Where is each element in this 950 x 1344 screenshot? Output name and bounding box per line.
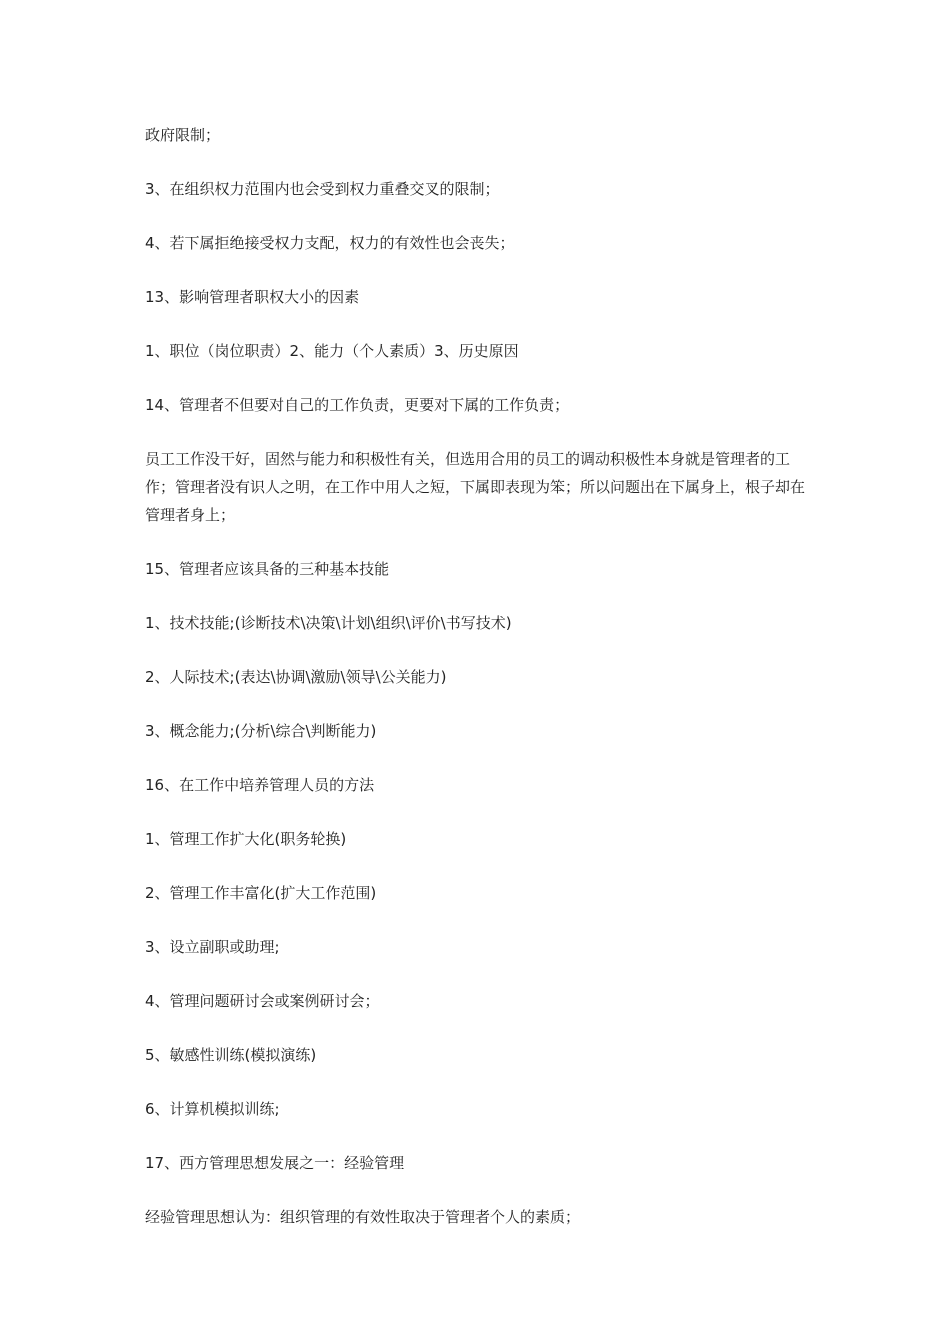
paragraph-subordinate-refusal: 4、若下属拒绝接受权力支配，权力的有效性也会丧失； [145,234,515,252]
paragraph-computer-simulation: 6、计算机模拟训练; [145,1100,280,1118]
paragraph-conceptual-skills: 3、概念能力;(分析\综合\判断能力) [145,722,377,740]
paragraph-case-seminar: 4、管理问题研讨会或案例研讨会； [145,992,380,1010]
paragraph-government-limit: 政府限制； [145,126,221,144]
paragraph-overlap-limit: 3、在组织权力范围内也会受到权力重叠交叉的限制； [145,180,500,198]
paragraph-employee-performance: 员工工作没干好，固然与能力和积极性有关，但选用合用的员工的调动积极性本身就是管理者的工作；管理者没有识人之明，在工作中用人之短，下属即表现为笨；所以问题出在下属身上，根子却在管理者身上； [145,450,806,524]
heading-15-three-skills: 15、管理者应该具备的三种基本技能 [145,560,390,578]
heading-17-empirical-management: 17、西方管理思想发展之一：经验管理 [145,1154,405,1172]
paragraph-sensitivity-training: 5、敏感性训练(模拟演练) [145,1046,317,1064]
heading-13-authority-factors: 13、影响管理者职权大小的因素 [145,288,360,306]
paragraph-empirical-management-view: 经验管理思想认为：组织管理的有效性取决于管理者个人的素质； [145,1208,581,1226]
paragraph-job-enrichment: 2、管理工作丰富化(扩大工作范围) [145,884,377,902]
heading-14-manager-responsibility: 14、管理者不但要对自己的工作负责，更要对下属的工作负责； [145,396,570,414]
paragraph-deputy-assistant: 3、设立副职或助理; [145,938,280,956]
paragraph-authority-factors-list: 1、职位（岗位职责）2、能力（个人素质）3、历史原因 [145,342,519,360]
heading-16-training-methods: 16、在工作中培养管理人员的方法 [145,776,375,794]
paragraph-technical-skills: 1、技术技能;(诊断技术\决策\计划\组织\评价\书写技术) [145,614,512,632]
paragraph-job-enlargement: 1、管理工作扩大化(职务轮换) [145,830,347,848]
document-body [145,121,810,1257]
paragraph-interpersonal-skills: 2、人际技术;(表达\协调\激励\领导\公关能力) [145,668,447,686]
